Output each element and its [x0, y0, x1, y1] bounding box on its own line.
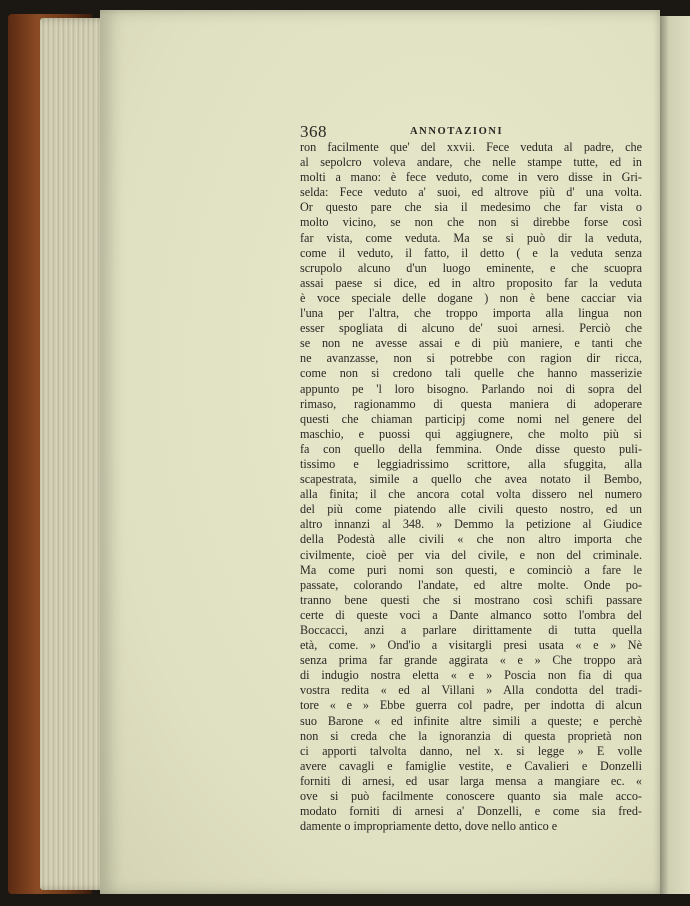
- text-line: se non ne avesse assai e di più maniere, e tanti che: [300, 336, 642, 351]
- text-line: alla finita; il che ancora cotal volta dissero nel numero: [300, 487, 642, 502]
- text-line: non si creda che la ignoranzia di questa proprietà non: [300, 728, 642, 743]
- text-line: assai paese si dice, ed in altro proposito far la veduta: [300, 275, 642, 290]
- text-line: Boccacci, anzi a parlare dirittamente di tutta quella: [300, 623, 642, 637]
- text-line: questi che chiaman participj come nomi nel genere del: [300, 411, 642, 426]
- running-head: ANNOTAZIONI: [410, 126, 504, 137]
- text-line: civilmente, cioè per via del civile, e non del criminale.: [300, 547, 642, 562]
- text-line: suo Barone « ed infinite altre simili a queste; e perchè: [300, 713, 642, 728]
- facing-page-edge: [660, 16, 690, 894]
- text-line: fa con quello della femmina. Onde disse questo puli-: [300, 441, 642, 456]
- text-line: come non si credono tali quelle che hanno masserizie: [300, 366, 642, 381]
- page-number: 368: [300, 122, 327, 141]
- text-line: damente o impropriamente detto, dove nello antico e: [300, 819, 558, 834]
- text-line: avere cavagli e famiglie vestite, e Cavalieri e Donzelli: [300, 758, 642, 773]
- text-line: è voce speciale delle dogane ) non è bene cacciar via: [300, 290, 642, 305]
- text-line: appunto pe 'l loro bisogno. Parlando noi di sopra del: [300, 381, 642, 396]
- text-line: al sepolcro voleva andare, che nelle stampe tutte, ed in: [300, 155, 642, 170]
- text-line: tranno bene questi che si mostrano così schifi passare: [300, 592, 642, 607]
- text-line: tissimo e leggiadrissimo scrittore, alla sfuggita, alla: [300, 456, 642, 471]
- text-line: scrupolo alcuno d'un luogo eminente, e che scuopra: [300, 260, 642, 275]
- text-line: senza prima far grande aggirata « e » Che troppo arà: [300, 653, 642, 668]
- text-line: modato forniti di arnesi a' Donzelli, e come sia fred-: [300, 804, 642, 819]
- text-line: maschio, e puossi qui aggiugnere, che molto più si: [300, 426, 642, 441]
- text-line: passate, colorando l'andate, ed altre molte. Onde po-: [300, 577, 642, 592]
- page-header: [300, 122, 642, 142]
- text-line: ove si può facilmente conoscere quanto sia male acco-: [300, 789, 642, 804]
- text-line: molto vicino, se non che non si direbbe forse così: [300, 215, 642, 230]
- text-line: come il veduto, il fatto, il detto ( e la veduta senza: [300, 245, 642, 260]
- text-line: scapestrata, simile a quello che avea notato il Bembo,: [300, 472, 642, 487]
- text-line: ci apporti talvolta danno, nel x. si legge » E volle: [300, 743, 642, 758]
- text-line: Ma come puri nomi son questi, e cominciò a fare le: [300, 562, 642, 577]
- body-text: [300, 140, 642, 834]
- text-line: vostra redita « ed al Villani » Alla condotta del tradi-: [300, 683, 642, 698]
- text-line: molti a mano: è fece veduto, come in vero disse in Gri-: [300, 170, 642, 185]
- text-line: forniti di arnesi, ed usar larga mensa a mangiare ec. «: [300, 773, 642, 788]
- text-line: far vista, come veduta. Ma se si può dir la veduta,: [300, 230, 642, 245]
- text-line: di indugio nostra eletta « e » Poscia non fia di qua: [300, 668, 642, 683]
- text-line: età, come. » Ond'io a visitargli presi usata « e » Nè: [300, 638, 642, 653]
- text-line: della Podestà alle civili « che non altro importa che: [300, 532, 642, 547]
- text-line: del più come piatendo alle civili questo nostro, ed un: [300, 502, 642, 517]
- text-line: selda: Fece veduto a' suoi, ed altrove più d' una volta.: [300, 185, 642, 200]
- text-line: ne avanzasse, non si potrebbe con ragion dir ricca,: [300, 351, 642, 366]
- text-line: tore « e » Ebbe guerra col padre, per indotta di alcun: [300, 698, 642, 713]
- text-line: rimaso, ragionammo di questa maniera di adoperare: [300, 396, 642, 411]
- text-line: altro innanzi al 348. » Demmo la petizione al Giudice: [300, 517, 642, 532]
- text-line: l'una per l'altra, che troppo importa alla lingua non: [300, 306, 642, 321]
- text-line: esser spogliata di alcuno de' suoi arnesi. Perciò che: [300, 321, 642, 336]
- text-line: certe di queste voci a Dante almanco sotto l'ombra del: [300, 607, 642, 622]
- text-line: ron facilmente que' del xxvii. Fece veduta al padre, che: [300, 140, 642, 154]
- text-line: Or questo pare che sia il medesimo che far vista o: [300, 200, 642, 215]
